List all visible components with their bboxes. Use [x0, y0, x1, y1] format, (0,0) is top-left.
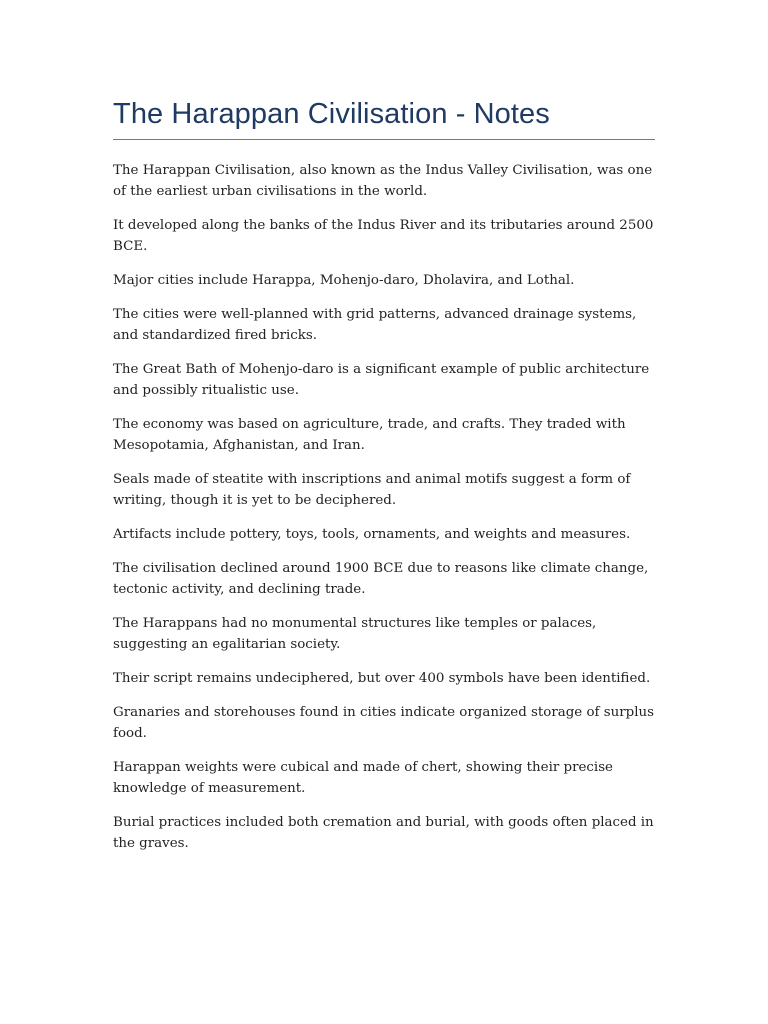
paragraph: The cities were well-planned with grid patterns, advanced drainage systems, and standardized fired bricks. [113, 307, 637, 343]
paragraph: Granaries and storehouses found in cities indicate organized storage of surplus food. [113, 705, 655, 741]
document-title: The Harappan Civilisation - Notes [113, 98, 550, 130]
paragraph: It developed along the banks of the Indus River and its tributaries around 2500 BCE. [113, 218, 654, 254]
paragraph: The Harappan Civilisation, also known as the Indus Valley Civilisation, was one of the earliest urban civilisations in the world. [113, 163, 653, 199]
paragraph: The civilisation declined around 1900 BCE due to reasons like climate change, tectonic activity, and declining trade. [113, 561, 649, 597]
paragraph: Artifacts include pottery, toys, tools, ornaments, and weights and measures. [113, 527, 631, 542]
paragraph: Seals made of steatite with inscriptions and animal motifs suggest a form of writing, though it is yet to be deciphered. [113, 472, 631, 508]
paragraph: Harappan weights were cubical and made of chert, showing their precise knowledge of measurement. [113, 760, 613, 796]
title-underline-rule [113, 139, 655, 140]
paragraph: Their script remains undeciphered, but over 400 symbols have been identified. [113, 671, 651, 686]
document-body [113, 160, 658, 854]
paragraph: Major cities include Harappa, Mohenjo-daro, Dholavira, and Lothal. [113, 273, 575, 288]
paragraph: The Harappans had no monumental structures like temples or palaces, suggesting an egalitarian society. [113, 616, 597, 652]
paragraph: The Great Bath of Mohenjo-daro is a significant example of public architecture and possibly ritualistic use. [113, 362, 650, 398]
paragraph: Burial practices included both cremation and burial, with goods often placed in the graves. [113, 815, 654, 851]
paragraph: The economy was based on agriculture, trade, and crafts. They traded with Mesopotamia, Afghanistan, and Iran. [113, 417, 626, 453]
